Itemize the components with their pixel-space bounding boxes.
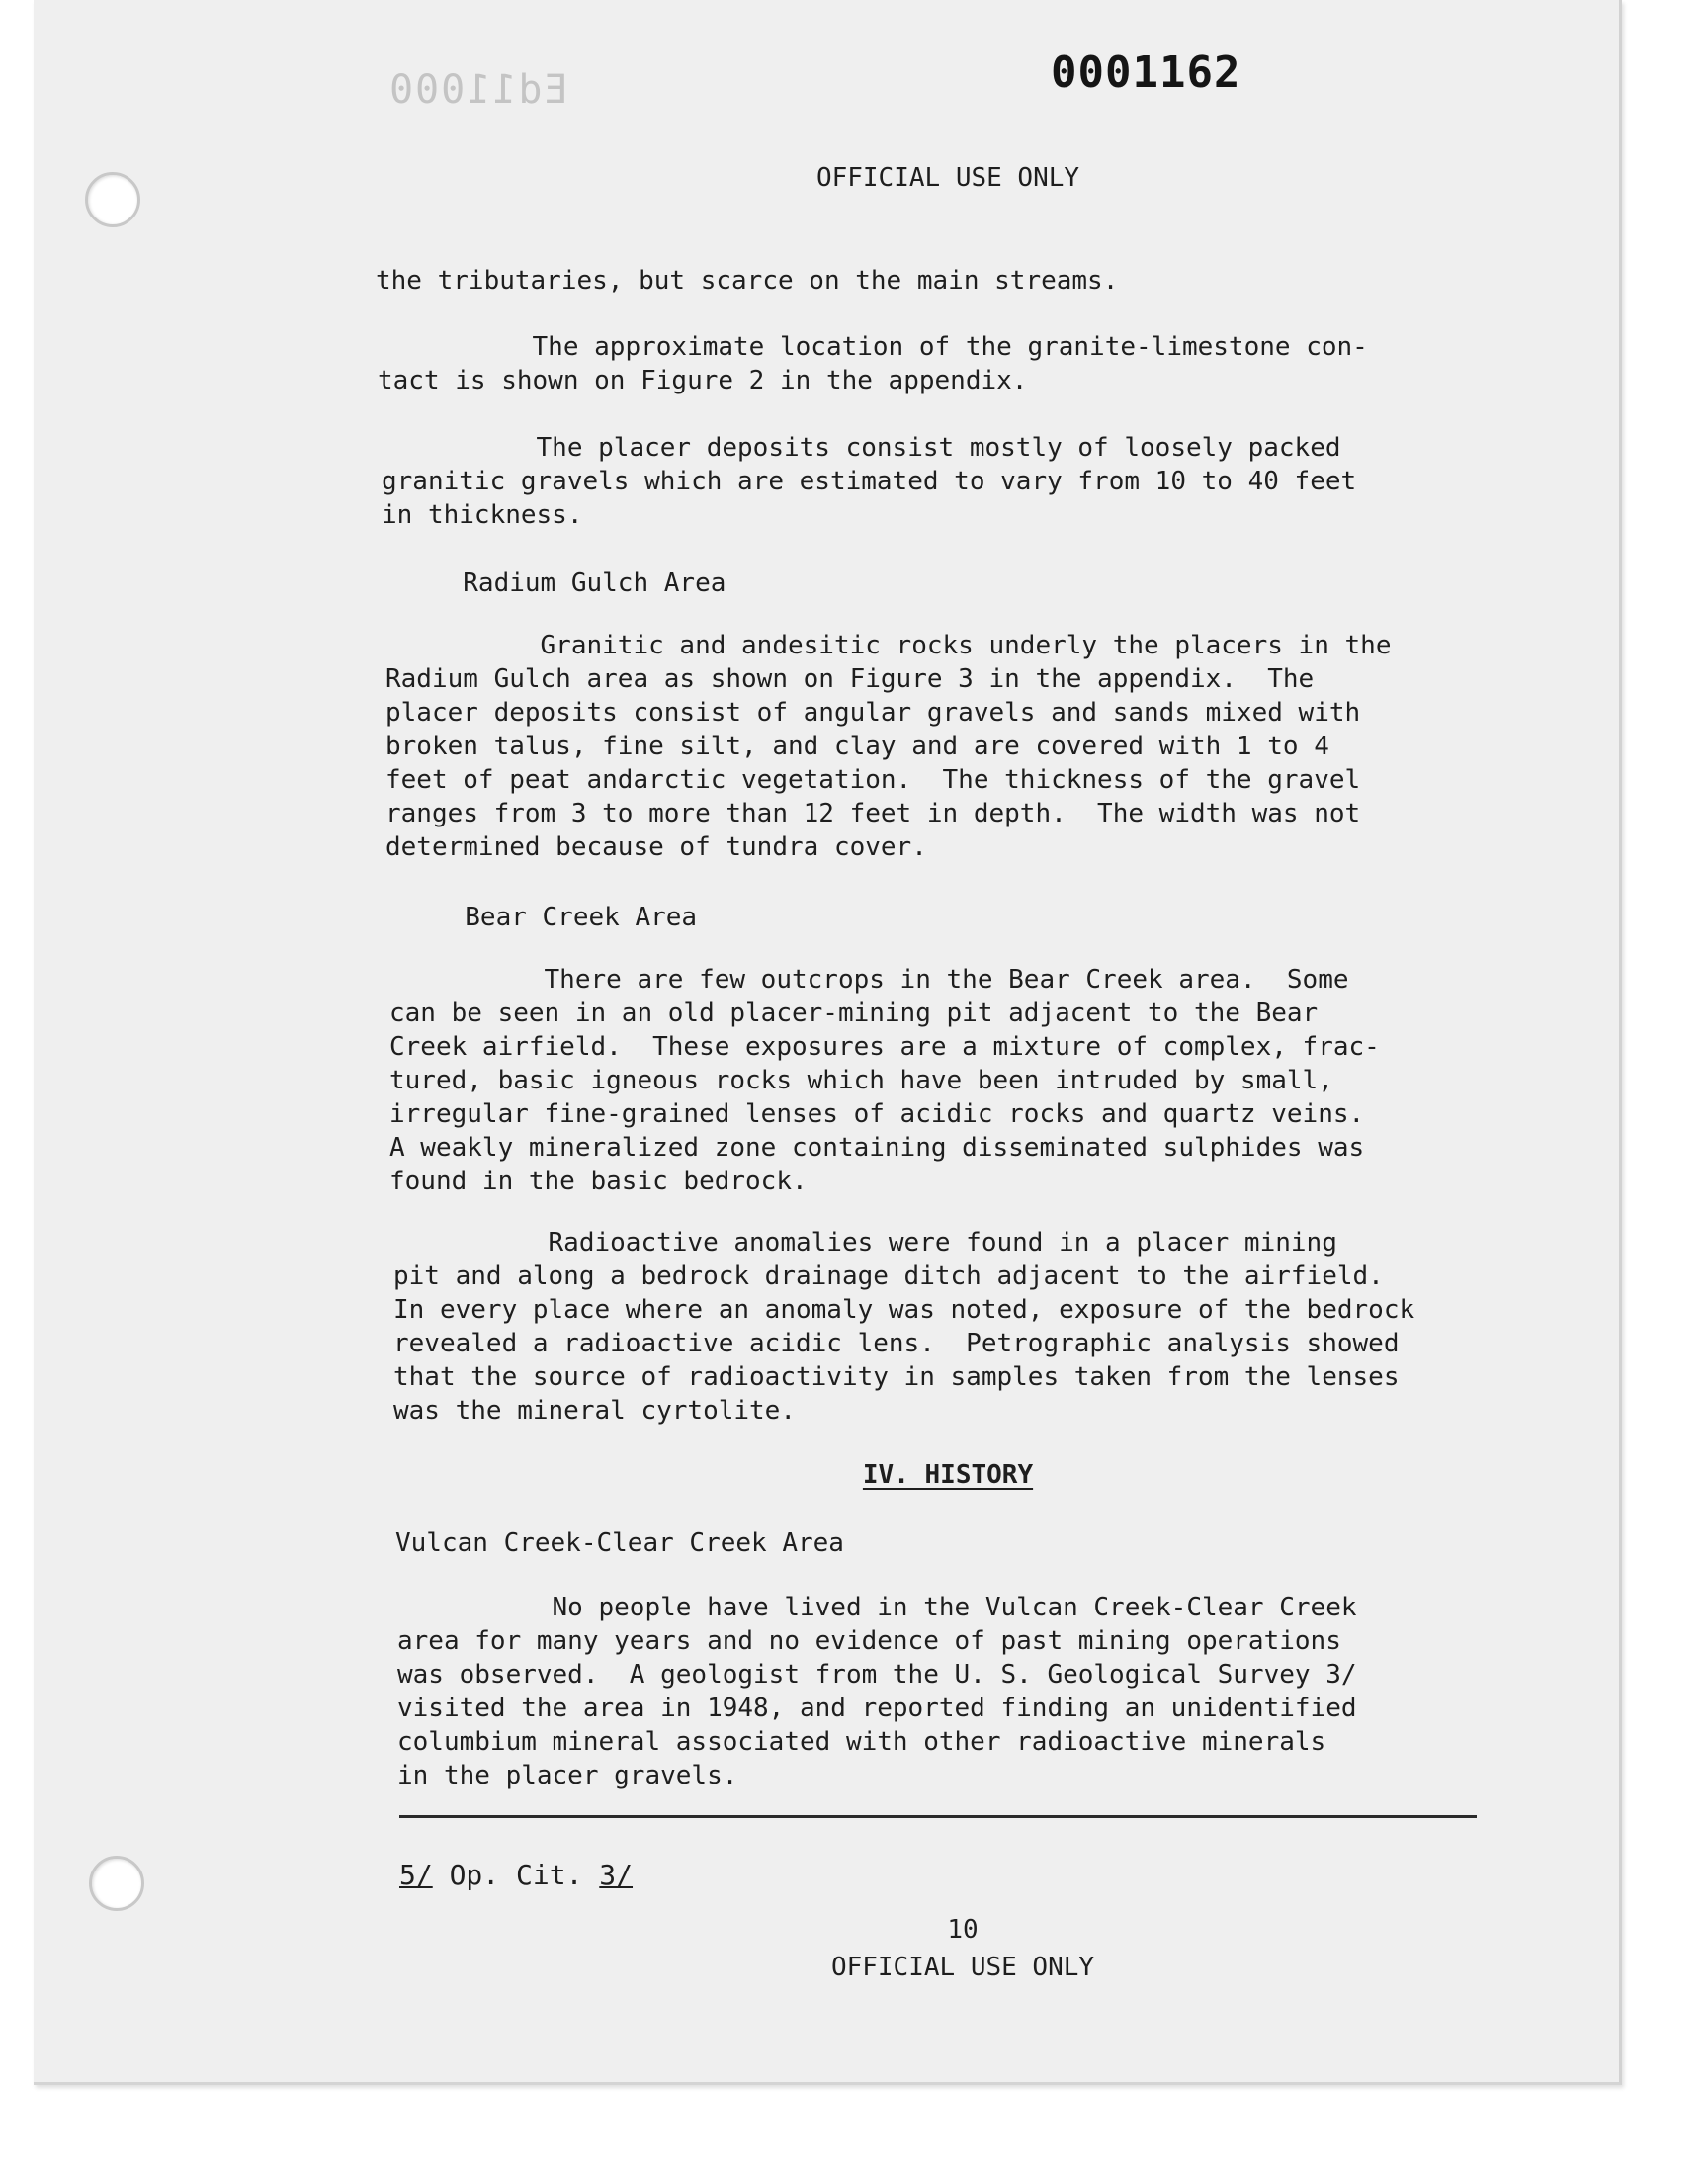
paragraph-contact: The approximate location of the granite-limestone con- tact is shown on Figure 2 in the appendix.	[378, 332, 1368, 395]
heading-vulcan-creek: Vulcan Creek-Clear Creek Area	[395, 1528, 844, 1558]
section-title-text: IV. HISTORY	[862, 1460, 1034, 1490]
punch-hole-top	[85, 172, 140, 227]
heading-bear-creek: Bear Creek Area	[387, 903, 698, 932]
page-number: 10	[947, 1915, 979, 1945]
footnote-number: 5/	[399, 1859, 433, 1891]
heading-radium-gulch: Radium Gulch Area	[385, 568, 726, 598]
header-classification: OFFICIAL USE ONLY	[815, 163, 1080, 193]
paragraph-radium-gulch: Granitic and andesitic rocks underly the placers in the Radium Gulch area as shown on Figure 3 in the appendix. The placer deposits consist of angular gravels and sands mixed with broken talus, fine silt, and clay and are covered with 1 to 4 feet of peat andarctic vegetation. The thickness of the gravel ranges from 3 to more than 12 feet in depth. The width was not determined because of tundra cover.	[385, 631, 1392, 862]
punch-hole-bottom	[89, 1856, 144, 1911]
footnote	[399, 1859, 633, 1891]
serial-number: 0001162	[1051, 47, 1241, 98]
paragraph-intro: the tributaries, but scarce on the main streams.	[376, 266, 1119, 296]
paragraph-placer-deposits: The placer deposits consist mostly of loosely packed granitic gravels which are estimated to vary from 10 to 40 feet in thickness.	[382, 433, 1357, 530]
footer-classification: OFFICIAL USE ONLY	[830, 1953, 1095, 1982]
footnote-reference: 3/	[599, 1859, 634, 1891]
paragraph-bear-creek-outcrops: There are few outcrops in the Bear Creek area. Some can be seen in an old placer-mining pit adjacent to the Bear Creek airfield. These exposures are a mixture of complex, frac- tured, basic igneous rocks which have been intruded by small, irregular fine-grained lenses of acidic rocks and quartz veins. A weakly mineralized zone containing disseminated sulphides was found in the basic bedrock.	[389, 965, 1380, 1196]
paragraph-radioactive-anomalies: Radioactive anomalies were found in a placer mining pit and along a bedrock drainage ditch adjacent to the airfield. In every place where an anomaly was noted, exposure of the bedrock revealed a radioactive acidic lens. Petrographic analysis showed that the source of radioactivity in samples taken from the lenses was the mineral cyrtolite.	[393, 1228, 1415, 1426]
section-title	[247, 1460, 1649, 1490]
paragraph-history: No people have lived in the Vulcan Creek-Clear Creek area for many years and no evidence of past mining operations was observed. A geologist from the U. S. Geological Survey 3/ visited the area in 1948, and reported finding an unidentified columbium mineral associated with other radioactive minerals in the placer gravels.	[397, 1593, 1357, 1790]
footnote-divider	[399, 1815, 1477, 1818]
footnote-text: Op. Cit.	[432, 1859, 600, 1891]
bleed-through-serial: Ed11000	[387, 67, 568, 113]
